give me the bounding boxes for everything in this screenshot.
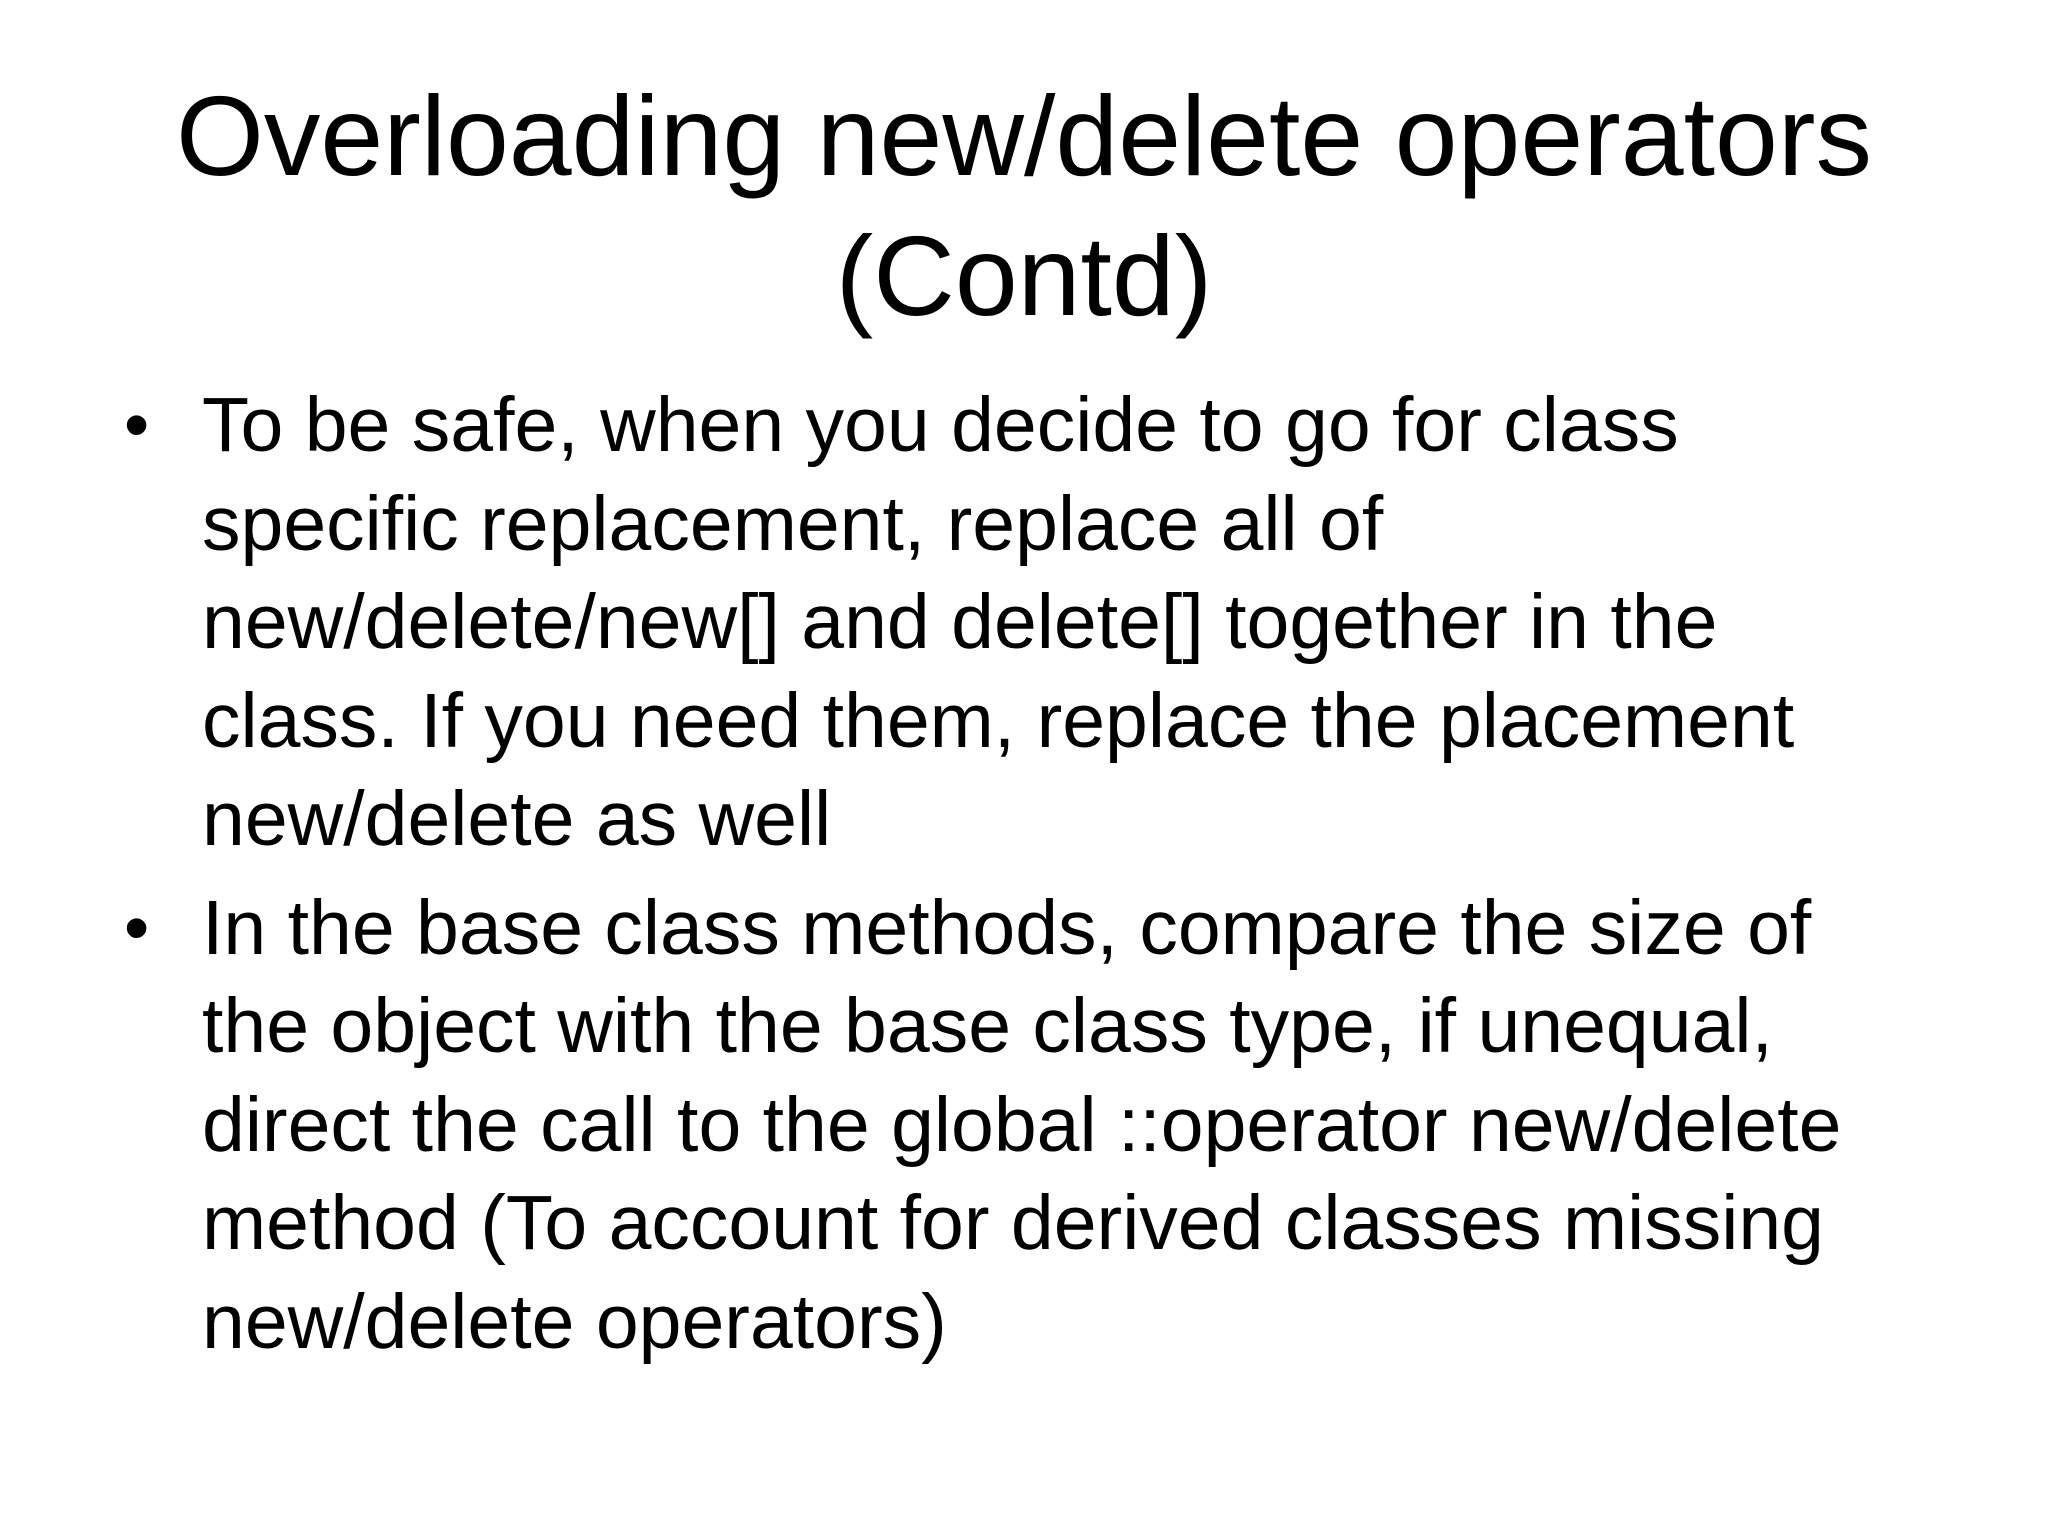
bullet-2-line-2: the object with the base class type, if unequal, [202, 983, 1773, 1069]
bullet-item-1 [120, 376, 2000, 869]
slide-title-line-1: Overloading new/delete operators [175, 73, 1873, 199]
bullet-2-line-1: In the base class methods, compare the size of [202, 884, 1812, 971]
bullet-text-2 [202, 879, 2000, 1372]
slide-title-line-2: (Contd) [835, 213, 1213, 339]
bullet-1-line-3: new/delete/new[] and delete[] together in the [202, 579, 1718, 665]
bullet-dot-icon: • [124, 887, 150, 968]
bullet-1-line-1: To be safe, when you decide to go for class [202, 382, 1679, 468]
bullet-text-1 [202, 376, 2000, 869]
bullet-list [120, 376, 2000, 1381]
bullet-dot-icon: • [124, 385, 150, 465]
bullet-1-line-2: specific replacement, replace all of [202, 480, 1384, 567]
bullet-1-line-4: class. If you need them, replace the placement [202, 677, 1795, 764]
slide-title [0, 66, 2048, 346]
bullet-1-line-5: new/delete as well [202, 776, 832, 862]
bullet-2-line-5: new/delete operators) [202, 1278, 947, 1365]
bullet-2-line-3: direct the call to the global ::operator new/delete [202, 1081, 1842, 1168]
bullet-2-line-4: method (To account for derived classes missing [202, 1180, 1825, 1266]
bullet-item-2 [120, 879, 2000, 1372]
